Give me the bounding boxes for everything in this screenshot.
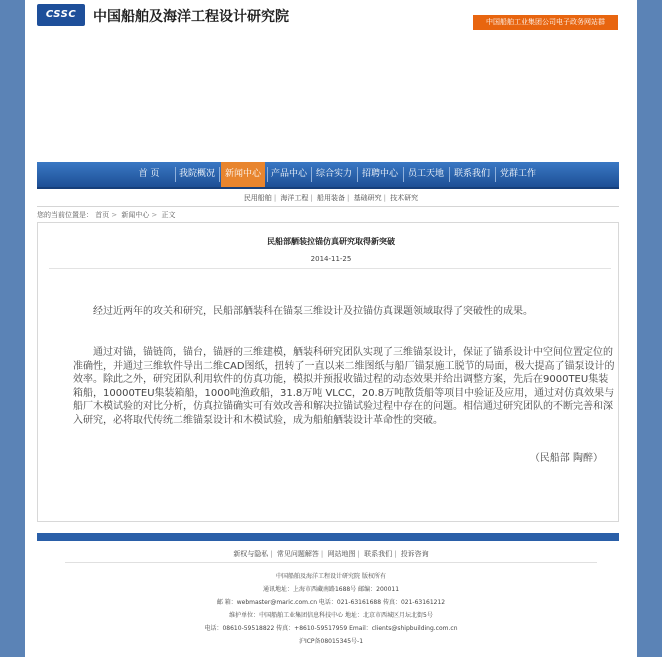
footer-copyright: 中国船舶及海洋工程设计研究院 版权所有	[276, 573, 386, 580]
footer-link-sitemap[interactable]: 网站地图	[327, 550, 356, 558]
breadcrumb: 您的当前位置是： 首页 > 新闻中心 > 正文	[37, 211, 176, 219]
subnav-equipment[interactable]: 船用装备	[317, 194, 345, 202]
footer-link-contact[interactable]: 联系我们	[364, 550, 393, 558]
divider	[37, 206, 619, 207]
nav-staff[interactable]: 员工天地	[407, 169, 444, 179]
gov-portal-link[interactable]: 中国船舶工业集团公司电子政务网站群	[473, 15, 618, 30]
divider	[49, 268, 611, 269]
subnav-tech-research[interactable]: 技术研究	[390, 194, 419, 202]
nav-recruit[interactable]: 招聘中心	[361, 169, 398, 179]
footer-maintainer: 维护单位：中国船舶工业集团信息科技中心 地址：北京市西城区月坛北街5号	[229, 612, 433, 619]
article-paragraph-1: 经过近两年的攻关和研究，民船部舾装科在锚泵三维设计及拉锚仿真课题领域取得了突破性的成果。	[93, 306, 533, 317]
nav-products[interactable]: 产品中心	[270, 169, 307, 179]
breadcrumb-current: 正文	[161, 211, 176, 219]
footer-email-line: 邮 箱：webmaster@maric.com.cn 电话：021-63161688 传真：021-63161212	[216, 599, 446, 606]
article-author: （民船部 陶醉）	[529, 453, 603, 464]
footer-link-privacy[interactable]: 新权与隐私	[233, 550, 269, 558]
sub-nav: 民用船舶 | 海洋工程 | 船用装备 | 基础研究 | 技术研究	[243, 194, 419, 202]
cssc-logo[interactable]: CSSC	[37, 4, 85, 26]
subnav-basic-research[interactable]: 基础研究	[353, 194, 382, 202]
article-paragraph-2: 通过对锚，锚链筒，锚台，锚唇的三维建模，舾装科研究团队实现了三维锚泵设计，保证了锚系设计中空间位置定位的准确性，并通过三维软件导出二维CAD图纸，扭转了一直以来二维图纸与船厂锚泵施工脱节的局面，极大提高了锚泵设计的效率。除此之外，研究团队利用软件的仿真功能，模拟并预报收锚过程的动态效果并给出调整方案，先后在9000TEU集装箱船，10000TEU集装箱船，1000吨渔政船，31.8万吨 VLCC，20.8万吨散货船等项目中验证及应用，通过对仿真效果与船厂木模试验的对比分析，仿真拉锚确实可有效改善和解决拉锚试验过程中存在的问题。相信通过研究团队的不断完善和深入研究，必将取代传统二维锚泵设计和木模试验，成为船舶舾装设计革命性的突破。	[73, 347, 615, 426]
site-name: 中国船舶及海洋工程设计研究院	[93, 9, 289, 25]
footer-phone-line: 电话：08610-59518822 传真：+8610-59517959 Email：clients@shipbuilding.com.cn	[204, 625, 458, 632]
breadcrumb-home[interactable]: 首页	[95, 211, 110, 219]
nav-party[interactable]: 党群工作	[499, 169, 536, 179]
footer-icp: 沪ICP备08015345号-1	[298, 638, 364, 645]
nav-news[interactable]: 新闻中心	[221, 162, 265, 187]
breadcrumb-news[interactable]: 新闻中心	[121, 211, 150, 219]
footer-link-faq[interactable]: 常见问题解答	[276, 550, 319, 558]
footer-bar	[37, 533, 619, 541]
nav-home[interactable]: 首 页	[138, 169, 160, 179]
nav-contact[interactable]: 联系我们	[453, 169, 490, 179]
footer-address: 通讯地址：上海市西藏南路1688号 邮编：200011	[262, 586, 400, 593]
subnav-civil-ships[interactable]: 民用船舶	[243, 194, 272, 202]
article-date: 2014-11-25	[310, 255, 352, 263]
breadcrumb-label: 您的当前位置是：	[37, 211, 93, 219]
article-title: 民船部舾装拉锚仿真研究取得新突破	[267, 237, 395, 246]
divider	[65, 562, 597, 563]
main-nav	[37, 162, 619, 189]
nav-strength[interactable]: 综合实力	[315, 169, 352, 179]
page-container	[25, 0, 637, 657]
footer-link-complaint[interactable]: 投诉咨询	[400, 550, 429, 558]
footer-links: 新权与隐私 | 常见问题解答 | 网站地图 | 联系我们 | 投诉咨询	[233, 550, 429, 558]
subnav-offshore[interactable]: 海洋工程	[280, 194, 309, 202]
nav-about[interactable]: 我院概况	[178, 169, 215, 179]
